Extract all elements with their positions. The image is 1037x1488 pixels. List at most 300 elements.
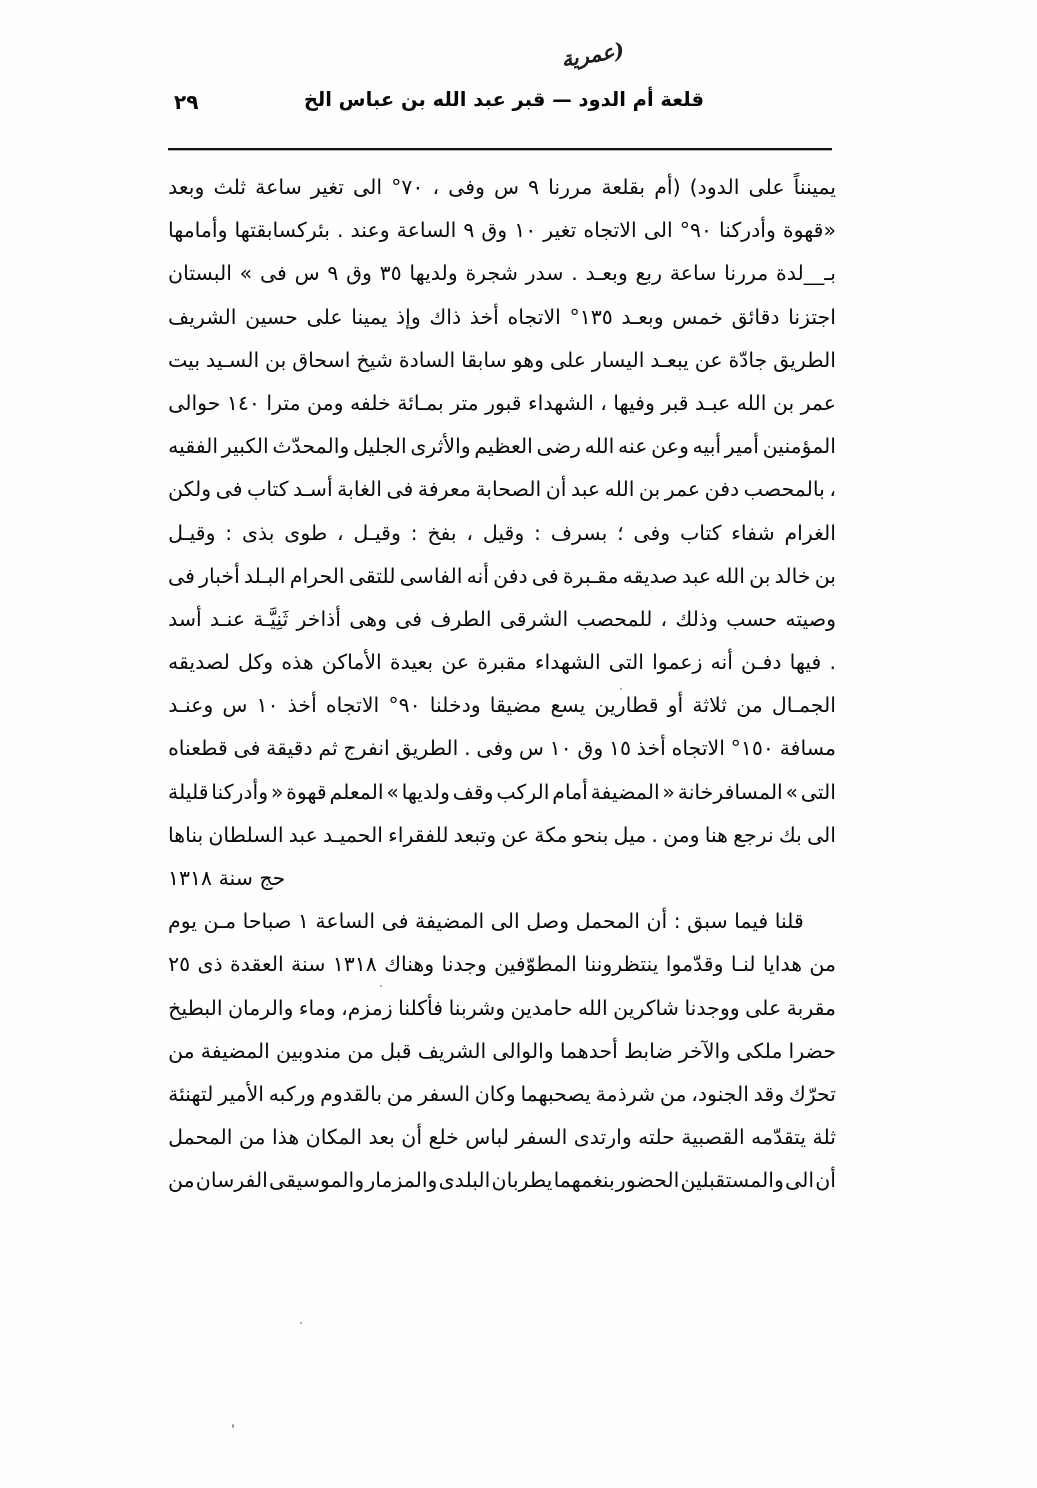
word: المسافرخانة <box>677 779 783 804</box>
word: وهو <box>512 347 544 372</box>
text-line <box>168 512 836 555</box>
word: التى <box>608 650 644 675</box>
word: فى <box>259 261 287 286</box>
text-line <box>168 598 836 641</box>
word: وأمامها <box>168 218 228 243</box>
word: السفر <box>515 1125 568 1150</box>
word: . <box>571 261 578 286</box>
word: دفن <box>704 477 740 502</box>
word: مضيقا <box>489 693 542 718</box>
word: يمينا <box>351 304 388 329</box>
word: ٩ <box>528 175 540 199</box>
word: أو <box>667 693 684 718</box>
word: وكل <box>238 650 274 675</box>
word: وارتدى <box>573 1125 632 1150</box>
word: ١٠ <box>256 693 279 718</box>
word: الصحابة <box>475 477 542 502</box>
word: الشهداء <box>528 390 594 415</box>
word: مررنا <box>548 175 593 199</box>
word: الى <box>806 822 836 847</box>
word: المعلم <box>329 779 384 804</box>
word: وصيته <box>785 606 836 631</box>
word: مررنا <box>724 261 769 286</box>
word: لصديقه <box>168 650 230 675</box>
word: حسين <box>245 304 298 329</box>
word: من <box>168 1038 195 1063</box>
word: رضى <box>536 434 581 459</box>
word: من <box>347 1038 374 1063</box>
word: أحدهما <box>559 1038 618 1063</box>
word: ، <box>337 520 344 545</box>
word: ، <box>660 606 668 631</box>
handwritten-annotation: (عمرية <box>559 37 626 72</box>
word: بنحو <box>572 822 609 847</box>
word: من <box>386 1081 414 1106</box>
word: عن <box>441 650 470 675</box>
word: تحرّك <box>788 1081 836 1106</box>
word: وإذ <box>396 304 421 329</box>
word: الله <box>736 390 767 415</box>
word: حلته <box>638 1125 675 1150</box>
word: بئركسابقتها <box>234 218 330 243</box>
word: الجليل <box>353 434 407 459</box>
word: ساعة <box>255 175 302 199</box>
word: خالد <box>774 563 811 588</box>
word: الكبير <box>221 434 269 459</box>
word: بـ__لدة <box>776 261 836 286</box>
text-line <box>168 166 836 209</box>
word: الحميـد <box>322 822 383 847</box>
word: ومن <box>663 822 700 847</box>
word: تغير <box>543 218 577 243</box>
word: قطعناه <box>168 736 228 761</box>
word: قبر <box>661 390 689 415</box>
word: وفيها <box>613 390 655 415</box>
word: شاكرين <box>613 995 679 1020</box>
word: أبيه <box>692 434 722 459</box>
word: » <box>239 261 253 286</box>
word: وكان <box>474 1081 516 1106</box>
word: الشهداء <box>534 650 601 675</box>
word: الطرف <box>430 606 492 631</box>
word: ملكى <box>736 1038 783 1063</box>
word: ودخلنا <box>429 693 481 718</box>
word: بن <box>814 563 836 588</box>
word: والآخر <box>678 1038 731 1063</box>
word: أمير <box>724 434 759 459</box>
word: العقدة <box>229 952 284 977</box>
word: البلدى <box>438 1168 491 1193</box>
word: أخذ <box>636 736 666 761</box>
page-number: ٢٩ <box>174 90 199 114</box>
word: يمينناً <box>793 175 836 199</box>
word: والرمان <box>227 995 294 1020</box>
word: ومن <box>307 390 344 415</box>
word: خمس <box>672 304 723 329</box>
word: من <box>168 1168 195 1193</box>
word: اليسار <box>591 347 645 372</box>
word: ٩ <box>463 218 475 243</box>
word: وفى <box>448 175 485 199</box>
word: قليلة <box>168 779 209 804</box>
word: أنه <box>710 650 733 675</box>
word: ثم <box>318 736 338 761</box>
scan-speck <box>300 1322 302 1324</box>
word: من <box>659 1081 687 1106</box>
word: أمام <box>552 779 588 804</box>
word: وقيـل <box>168 520 216 545</box>
word: وأدركنا <box>719 218 776 243</box>
word: . <box>464 736 471 761</box>
text-line <box>168 1030 836 1073</box>
word: س <box>518 736 544 761</box>
word: جادّة <box>728 347 768 372</box>
word: بنغمهما <box>553 1168 615 1193</box>
word: الى <box>353 175 383 199</box>
word: ؛ <box>617 520 624 545</box>
word: ١٤٠ <box>226 390 260 415</box>
word: ١٥ <box>608 736 631 761</box>
word: بيت <box>168 347 201 372</box>
word: والمحدّث <box>272 434 350 459</box>
word: وهناك <box>384 952 435 977</box>
word: الفاسى <box>399 563 463 588</box>
word: وبعـد <box>621 304 664 329</box>
word: وق <box>481 218 508 243</box>
word: أنه <box>466 563 489 588</box>
word: . <box>651 822 658 847</box>
word: يتقدّمه <box>751 1125 807 1150</box>
word: وفى <box>633 520 671 545</box>
word: الدود) <box>689 175 740 199</box>
word: ساعة <box>669 261 717 286</box>
word: وتبعد <box>453 822 497 847</box>
word: حضرا <box>788 1038 836 1063</box>
word: والمزمار <box>365 1168 438 1193</box>
word: الغرام <box>784 520 836 545</box>
word: دقيقة <box>266 736 313 761</box>
word: العظيم <box>474 434 533 459</box>
word: قطارين <box>594 693 659 718</box>
text-line <box>168 382 836 425</box>
word: بسرف <box>550 520 608 545</box>
word: : <box>225 520 233 545</box>
page-body <box>168 166 836 1203</box>
word: ينتظروننا <box>584 952 659 977</box>
word: بك <box>778 822 802 847</box>
word: دفـن <box>741 650 782 675</box>
word: المحمل <box>168 1125 233 1150</box>
word: للفقراء <box>388 822 449 847</box>
word: الطريق <box>773 347 836 372</box>
word: يطربان <box>491 1168 553 1193</box>
word: الله <box>577 995 608 1020</box>
word: ٧٠° <box>391 175 424 199</box>
word: ذى <box>197 952 223 977</box>
text-line: قلنا فيما سبق : أن المحمل وصل الى المضيفة فى الساعة ١ صباحا مـن يوم <box>168 909 804 934</box>
word: انفرج <box>343 736 390 761</box>
word: الفرسان <box>195 1168 268 1193</box>
word: الحرام <box>289 563 345 588</box>
text-line <box>168 1159 836 1202</box>
word: بقلعة <box>601 175 646 199</box>
word: مقربة <box>786 995 836 1020</box>
word: وبعـد <box>585 261 628 286</box>
word: . <box>829 650 836 675</box>
word: ٩٠° <box>388 693 421 718</box>
word: السلطان <box>208 822 284 847</box>
word: حامدين <box>510 995 573 1020</box>
word: وذلك <box>675 606 718 631</box>
word: شفاء <box>731 520 775 545</box>
word: الفقيه <box>168 434 219 459</box>
word: ولديها <box>401 779 450 804</box>
word: عنـد <box>209 606 246 631</box>
word: : <box>410 520 418 545</box>
word: الجمـال <box>771 693 836 718</box>
word: والموسيقى <box>269 1168 365 1193</box>
word: فيها <box>789 650 822 675</box>
word: الى <box>643 218 673 243</box>
word: البستان <box>168 261 232 286</box>
text-line <box>168 771 836 814</box>
word: حوالى <box>168 390 221 415</box>
word: الجنود، <box>691 1081 749 1106</box>
text-line <box>168 252 836 295</box>
word: نرجع <box>733 822 774 847</box>
word: س <box>494 175 520 199</box>
word: سنة <box>291 952 326 977</box>
word: دفن <box>493 563 528 588</box>
word: يسع <box>550 693 586 718</box>
word: وماء <box>298 995 336 1020</box>
word: قبل <box>380 1038 412 1063</box>
word: بن <box>749 563 771 588</box>
word: عن <box>694 347 723 372</box>
word: هنا <box>704 822 728 847</box>
text-line <box>168 339 836 382</box>
word: وقيـل <box>353 520 401 545</box>
word: معرفة <box>417 477 471 502</box>
word: فى <box>386 477 414 502</box>
word: سابقا <box>461 347 507 372</box>
text-line <box>168 468 836 511</box>
word: من <box>238 1125 266 1150</box>
word: وأدركنا <box>211 779 269 804</box>
word: السـيد <box>205 347 260 372</box>
word: متر <box>450 390 479 415</box>
page-header <box>168 37 832 138</box>
word: أن <box>815 1168 836 1193</box>
text-line <box>168 1073 836 1116</box>
word: ولكن <box>168 477 212 502</box>
text-line: حج سنة ١٣١٨ <box>168 866 286 890</box>
text-line <box>168 814 836 857</box>
word: ١٣١٨ <box>332 952 377 977</box>
word: مقـبرة <box>562 563 619 588</box>
word: لباس <box>465 1125 509 1150</box>
word: عمر <box>664 477 701 502</box>
word: الغابة <box>337 477 382 502</box>
word: أسـد <box>293 477 333 502</box>
word: صديقه <box>622 563 678 588</box>
word: س <box>294 261 320 286</box>
word: يصحبهما <box>520 1081 591 1106</box>
word: ١٠ <box>549 736 572 761</box>
word: بعيدة <box>389 650 434 675</box>
word: المضيفة <box>200 1038 270 1063</box>
word: بالقدوم <box>320 1081 383 1106</box>
word: قهوة <box>286 779 327 804</box>
word: وعنـد <box>168 693 214 718</box>
word: من <box>736 693 763 718</box>
word: وقيل <box>482 520 525 545</box>
word: ١٣٥° <box>569 304 613 329</box>
text-line <box>168 425 836 468</box>
word: تغير <box>310 175 344 199</box>
word: هذا <box>271 1125 300 1150</box>
word: ثلة <box>812 1125 836 1150</box>
word: وق <box>346 261 372 286</box>
word: المؤمنين <box>762 434 836 459</box>
word: عمر <box>800 390 836 415</box>
word: الاتجاه <box>325 693 380 718</box>
word: أخذ <box>469 304 499 329</box>
word: الحضور <box>615 1168 680 1193</box>
word: والوالى <box>492 1038 554 1063</box>
word: التى <box>800 779 836 804</box>
word: ١٥٠° <box>730 736 774 761</box>
text-line <box>168 727 836 770</box>
word: ثَنِيَّـة <box>253 606 289 631</box>
text-line <box>168 209 836 252</box>
word: ٣٥ <box>379 261 402 286</box>
word: والأثرى <box>410 434 471 459</box>
word: يبعـد <box>650 347 689 372</box>
word: مقبرة <box>477 650 527 675</box>
word: على <box>748 175 785 199</box>
word: من <box>809 952 836 977</box>
word: أن <box>401 1125 423 1150</box>
word: سدر <box>525 261 564 286</box>
word: والمستقبلين <box>680 1168 784 1193</box>
word: أن <box>545 477 567 502</box>
word: الشريف <box>168 304 237 329</box>
word: كتاب <box>247 477 289 502</box>
word: الى <box>785 1168 815 1193</box>
paragraph-2 <box>168 900 836 1202</box>
word: للتقى <box>348 563 396 588</box>
word: وبعد <box>168 175 205 199</box>
word: ثلث <box>213 175 247 199</box>
text-line <box>168 943 836 986</box>
word: المكان <box>305 1125 363 1150</box>
word: الله <box>715 563 746 588</box>
word: «قهوة <box>782 218 836 243</box>
scan-speck <box>232 1424 234 1428</box>
word: هدايا <box>762 952 803 977</box>
word: قبور <box>485 390 522 415</box>
word: على <box>745 995 782 1020</box>
word: وفى <box>476 736 514 761</box>
word: وقدّموا <box>665 952 724 977</box>
scan-speck <box>620 688 622 690</box>
word: مسافة <box>779 736 836 761</box>
word: بالمحصب <box>743 477 825 502</box>
word: ، <box>829 477 836 502</box>
word: ٩ <box>327 261 339 286</box>
word: فى <box>531 563 559 588</box>
word: « <box>270 779 284 804</box>
word: شرذمة <box>595 1081 656 1106</box>
text-line <box>168 296 836 339</box>
word: ١٠ <box>514 218 537 243</box>
word: اجتزنا <box>788 304 836 329</box>
word: عن <box>501 822 530 847</box>
word: عبـد <box>695 390 731 415</box>
word: « <box>662 779 675 804</box>
word: الطريق <box>395 736 459 761</box>
word: بفخ <box>427 520 457 545</box>
word: فى <box>215 477 243 502</box>
word: أخبار <box>199 563 240 588</box>
word: ، <box>600 390 607 415</box>
word: كتاب <box>679 520 722 545</box>
word: المضيفة <box>590 779 660 804</box>
text-line <box>168 1116 836 1159</box>
word: هذه <box>281 650 314 675</box>
word: : <box>534 520 541 545</box>
word: الركب <box>496 779 550 804</box>
word: وهى <box>349 606 387 631</box>
word: ضابط <box>623 1038 673 1063</box>
scan-speck <box>380 985 382 987</box>
word: الأماكن <box>321 650 382 675</box>
word: شجرة <box>465 261 518 286</box>
word: وقف <box>452 779 494 804</box>
word: بن <box>638 477 661 502</box>
word: فى <box>168 563 195 588</box>
word: للمحصب <box>576 606 653 631</box>
word: خلفه <box>349 390 391 415</box>
word: زعموا <box>652 650 703 675</box>
word: السادة <box>398 347 456 372</box>
word: القصبية <box>681 1125 745 1150</box>
word: وقد <box>753 1081 785 1106</box>
word: زمزم، <box>341 995 393 1020</box>
word: ثلاثة <box>692 693 727 718</box>
text-line <box>168 684 836 727</box>
word: أخذ <box>287 693 317 718</box>
word: عنه <box>618 434 648 459</box>
word: شيخ <box>356 347 393 372</box>
header-divider-rule <box>168 148 832 150</box>
word: عبد <box>570 477 601 502</box>
word: وق <box>577 736 604 761</box>
word: س <box>222 693 248 718</box>
word: وعن <box>651 434 689 459</box>
word: البطيخ <box>168 995 223 1020</box>
word: بذى <box>241 520 275 545</box>
word: ٢٥ <box>168 952 191 977</box>
word: وشربنا <box>448 995 506 1020</box>
word: عبد <box>288 822 318 847</box>
word: اسحاق <box>292 347 351 372</box>
word: . <box>336 218 344 243</box>
word: ولديها <box>409 261 458 286</box>
word: الشريف <box>417 1038 487 1063</box>
word: بعد <box>368 1125 395 1150</box>
